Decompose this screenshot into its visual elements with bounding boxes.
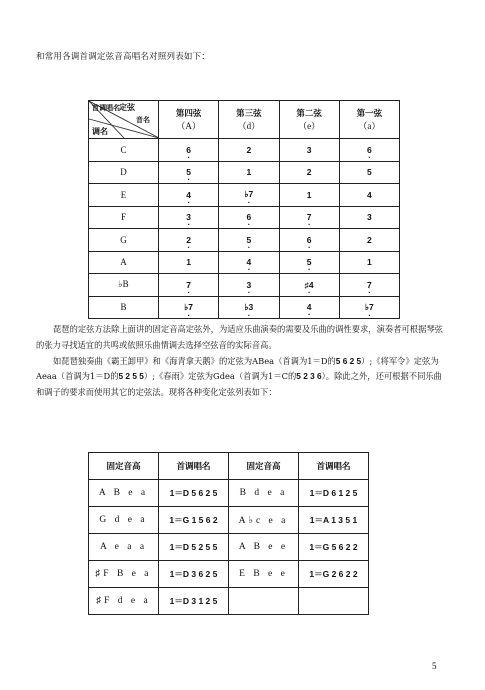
note-cell — [219, 296, 279, 319]
header-fixed-pitch: 固定音高 — [89, 453, 159, 480]
notation-run: 5 2 5 5 — [118, 371, 144, 382]
header-string-4: 第四弦 （A） — [159, 101, 219, 139]
note-cell — [339, 161, 399, 184]
note: ♯4 . — [305, 280, 314, 290]
table-row — [89, 561, 369, 588]
table-row — [89, 274, 400, 297]
note: 2 — [367, 234, 372, 245]
note: 5 . — [247, 235, 252, 245]
notation-run: 5 6 2 5 — [335, 355, 362, 366]
text-run: ）。除此之外，还可根据不同乐曲和调子的要求而使用其它的定弦法。现将各种变化定弦列表如下： — [36, 371, 442, 398]
note: 3 . — [247, 280, 252, 290]
note-cell — [159, 229, 219, 252]
table-row — [89, 296, 400, 319]
note: 3 — [367, 212, 372, 223]
note-cell — [159, 274, 219, 297]
note-cell — [159, 296, 219, 319]
note: 6 . — [367, 145, 372, 155]
solfege-cell: 1＝G 5 6 2 2 — [299, 534, 369, 561]
header-string-3: 第三弦 （d） — [219, 101, 279, 139]
pitch-cell — [229, 588, 299, 615]
note-cell — [219, 274, 279, 297]
solfege-cell: 1＝D 3 1 2 5 — [159, 588, 229, 615]
pitch-cell: ♯F d e a — [89, 588, 159, 615]
note: ♭7 . — [245, 189, 254, 200]
header-string-1: 第一弦 （a） — [339, 101, 399, 139]
table-row — [89, 184, 400, 207]
table-row — [89, 139, 400, 162]
note: 1 — [186, 257, 191, 268]
note-cell — [159, 206, 219, 229]
solfege-cell: 1＝D 5 2 5 5 — [159, 534, 229, 561]
note-cell — [159, 184, 219, 207]
header-solfege: 首调唱名 — [159, 453, 229, 480]
note: ♭3 . — [245, 302, 254, 313]
corner-label-top: 定弦 — [119, 103, 135, 112]
intro-text: 和常用各调首调定弦音高唱名对照列表如下： — [36, 52, 211, 62]
note: 4 . — [307, 302, 312, 312]
pitch-cell: B d e a — [229, 480, 299, 507]
key-cell: E — [89, 184, 159, 207]
note: 7 . — [307, 212, 312, 222]
table-row — [89, 588, 369, 615]
note-cell — [219, 161, 279, 184]
note: 1 — [246, 167, 252, 178]
solfege-cell: 1＝D 3 6 2 5 — [159, 561, 229, 588]
header-fixed-pitch: 固定音高 — [229, 453, 299, 480]
page-number: 5 — [432, 661, 437, 671]
note: 4 — [367, 189, 372, 200]
note: 5 . — [186, 167, 191, 177]
key-cell: C — [89, 139, 159, 162]
table-row — [89, 161, 400, 184]
note: 2 — [246, 144, 252, 155]
key-cell: D — [89, 161, 159, 184]
pitch-cell: A B e a — [89, 480, 159, 507]
note-cell — [339, 251, 399, 274]
note-cell — [279, 139, 339, 162]
note: 2 — [306, 167, 312, 178]
note-cell — [219, 184, 279, 207]
corner-label-mid: 首调唱名 — [92, 104, 120, 112]
note-cell — [339, 296, 399, 319]
note: 7 . — [186, 280, 191, 290]
tuning-table-header — [89, 101, 400, 139]
header-solfege: 首调唱名 — [299, 453, 369, 480]
note-cell — [159, 161, 219, 184]
table-row — [89, 507, 369, 534]
solfege-cell — [299, 588, 369, 615]
key-cell: ♭B — [89, 274, 159, 297]
pitch-cell: E B e e — [229, 561, 299, 588]
note: 4 . — [186, 190, 191, 200]
note-cell — [339, 139, 399, 162]
note: 3 . — [186, 212, 191, 222]
note-cell — [219, 251, 279, 274]
pitch-cell: A♭c e a — [229, 507, 299, 534]
key-cell: B — [89, 296, 159, 319]
table-row — [89, 534, 369, 561]
text-run: ）;《将军令》定弦为Aeaa（首调为1＝D的 — [36, 355, 439, 382]
solfege-cell: 1＝D 6 1 2 5 — [299, 480, 369, 507]
text-run: ）;《春雨》定弦为Gdea（首调为1＝C的 — [143, 371, 297, 382]
note: 1 — [367, 257, 372, 268]
text-run: 如琵琶独奏曲《霸王卸甲》和《海青拿天鹅》的定弦为ABea（首调为1＝D的 — [53, 355, 336, 366]
note-cell — [159, 251, 219, 274]
note-cell — [279, 184, 339, 207]
note: 2 . — [186, 235, 191, 245]
table-row — [89, 251, 400, 274]
table-corner-header — [89, 101, 159, 139]
note: 7 . — [367, 280, 372, 290]
paragraph-1: 琵琶的定弦方法除上面讲的固定音高定弦外，为适应乐曲演奏的需要及乐曲的调性要求，演奏者可根据琴弦的张力寻找适宜的共鸣或依照乐曲情调去选择空弦音的实际音高。 — [36, 324, 443, 350]
corner-label-bottom: 调名 — [92, 127, 108, 136]
notation-run: 5 2 3 6 — [296, 371, 322, 382]
note-cell — [279, 296, 339, 319]
solfege-cell: 1＝D 5 6 2 5 — [159, 480, 229, 507]
pitch-cell: ♯F B e a — [89, 561, 159, 588]
note: 1 — [306, 189, 312, 200]
note: ♭7 . — [365, 302, 374, 313]
body-text — [36, 322, 446, 401]
note-cell — [279, 229, 339, 252]
pitch-cell: A e a a — [89, 534, 159, 561]
table-row — [89, 480, 369, 507]
note: 5 . — [307, 257, 312, 267]
variant-tuning-table — [88, 452, 369, 615]
note-cell — [159, 139, 219, 162]
paragraph-2 — [36, 354, 446, 401]
key-cell: A — [89, 251, 159, 274]
note: 6 . — [247, 212, 252, 222]
note-cell — [279, 161, 339, 184]
pitch-cell: G d e a — [89, 507, 159, 534]
note: 4 . — [247, 257, 252, 267]
note-cell — [219, 206, 279, 229]
pitch-cell: A B e e — [229, 534, 299, 561]
solfege-cell: 1＝A 1 3 5 1 — [299, 507, 369, 534]
table-row — [89, 229, 400, 252]
variant-table-header — [89, 453, 369, 480]
note-cell — [279, 274, 339, 297]
tuning-table — [88, 100, 400, 319]
solfege-cell: 1＝G 1 5 6 2 — [159, 507, 229, 534]
header-string-2: 第二弦 （e） — [279, 101, 339, 139]
note-cell — [279, 206, 339, 229]
note-cell — [339, 184, 399, 207]
note-cell — [219, 139, 279, 162]
note-cell — [219, 229, 279, 252]
solfege-cell: 1＝G 2 6 2 2 — [299, 561, 369, 588]
table-row — [89, 206, 400, 229]
note: 6 . — [186, 145, 191, 155]
note-cell — [279, 251, 339, 274]
corner-label-tail: 音名 — [136, 116, 150, 124]
key-cell: G — [89, 229, 159, 252]
note-cell — [339, 229, 399, 252]
note: 6 . — [307, 235, 312, 245]
note-cell — [339, 274, 399, 297]
key-cell: F — [89, 206, 159, 229]
note: 3 — [306, 144, 312, 155]
note: ♭7 . — [184, 302, 193, 313]
note: 5 — [367, 167, 372, 178]
note-cell — [339, 206, 399, 229]
